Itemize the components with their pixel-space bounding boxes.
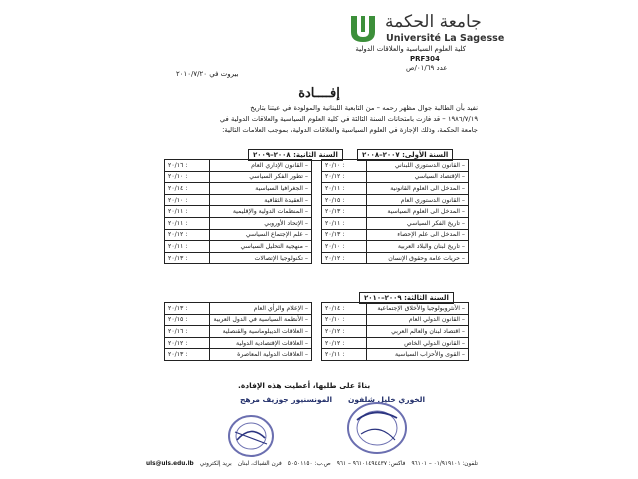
course-name: – القانون الدولي العام	[367, 314, 469, 326]
grade-row	[165, 337, 312, 349]
grade-row	[165, 314, 312, 326]
course-name: – العلاقات الديبلوماسية والقنصلية	[210, 326, 312, 338]
document-title: إفــــادة	[298, 86, 340, 101]
course-grade: ٢٠/١٤ :	[322, 303, 367, 315]
year2-header: السنة الثانية: ٢٠٠٨–٢٠٠٩	[248, 149, 343, 161]
course-name: – المدخل الى علم الإحصاء	[367, 229, 469, 241]
course-grade: ٢٠/١٠ :	[165, 171, 210, 183]
grade-row	[165, 229, 312, 241]
course-name: – القانون الدولي الخاص	[367, 337, 469, 349]
grade-row	[165, 183, 312, 195]
grade-row	[165, 194, 312, 206]
course-grade: ٢٠/١٢ :	[322, 252, 367, 264]
certificate-body	[160, 103, 478, 136]
grade-row	[322, 303, 469, 315]
course-grade: ٢٠/١٣ :	[165, 252, 210, 264]
grade-row	[165, 206, 312, 218]
grade-row	[165, 160, 312, 172]
course-grade: ٢٠/١١ :	[322, 217, 367, 229]
university-name-arabic: جامعة الحكمة	[385, 12, 482, 32]
course-name: – الإتحاد الأوروبي	[210, 217, 312, 229]
grade-row	[322, 194, 469, 206]
university-logo-icon	[347, 14, 379, 44]
course-grade: ٢٠/١٤ :	[165, 183, 210, 195]
footer-email-label: بريد إلكتروني	[199, 461, 232, 467]
course-name: – المدخل الى العلوم السياسية	[367, 206, 469, 218]
course-grade: ٢٠/١٠ :	[165, 194, 210, 206]
course-grade: ٢٠/١١ :	[165, 217, 210, 229]
closing-statement: بناءً على طلبها، أعطيت هذه الإفادة.	[238, 381, 371, 390]
course-name: – القوى والأحزاب السياسية	[367, 349, 469, 361]
course-grade: ٢٠/١٢ :	[165, 337, 210, 349]
university-name-french: Université La Sagesse	[386, 33, 505, 44]
course-grade: ٢٠/١١ :	[165, 206, 210, 218]
course-name: – تطور الفكر السياسي	[210, 171, 312, 183]
course-grade: ٢٠/١٢ :	[322, 337, 367, 349]
course-grade: ٢٠/١١ :	[322, 183, 367, 195]
course-name: – علم الإجتماع السياسي	[210, 229, 312, 241]
footer-contact	[146, 461, 478, 467]
footer-phone: تلفون: ٠١/٩١٩١٠١ – ٩٦١٠١	[411, 461, 478, 467]
official-stamp-icon	[227, 414, 275, 458]
footer-email: uls@uls.edu.lb	[146, 461, 194, 467]
course-name: – القانون الإداري العام	[210, 160, 312, 172]
course-name: – العقيدة الثقافية	[210, 194, 312, 206]
course-grade: ٢٠/١٣ :	[165, 303, 210, 315]
course-grade: ٢٠/١١ :	[322, 349, 367, 361]
course-grade: ٢٠/١٦ :	[165, 326, 210, 338]
faculty-name: كلية العلوم السياسية والعلاقات الدولية	[355, 45, 466, 53]
year1-header: السنة الأولى: ٢٠٠٧–٢٠٠٨	[357, 149, 453, 161]
grade-row	[322, 326, 469, 338]
footer-po-box: ص.ب: ٥٠٥٠١١٥٠	[287, 461, 331, 467]
course-grade: ٢٠/١٢ :	[322, 171, 367, 183]
year1-grades-table	[321, 159, 469, 264]
faculty-stamp-icon	[345, 400, 409, 456]
grade-row	[322, 171, 469, 183]
grade-row	[165, 303, 312, 315]
footer-address: فرن الشباك، لبنان	[237, 461, 282, 467]
grade-row	[322, 241, 469, 253]
course-name: – حريات عامة وحقوق الإنسان	[367, 252, 469, 264]
grade-row	[322, 217, 469, 229]
course-name: – القانون الدستوري العام	[367, 194, 469, 206]
course-grade: ٢٠/١٠ :	[322, 160, 367, 172]
course-grade: ٢٠/١١ :	[165, 241, 210, 253]
course-grade: ٢٠/١٢ :	[322, 326, 367, 338]
course-grade: ٢٠/١٣ :	[165, 349, 210, 361]
reference-number: عدد ٠١/٦٩/ص	[406, 64, 448, 72]
body-line: جامعة الحكمة، وذلك الإجازة في العلوم السياسية والعلاقات الدولية، بموجب العلامات التالية:	[222, 126, 478, 134]
grade-row	[165, 241, 312, 253]
year2-grades-table	[164, 159, 312, 264]
body-line: ١٩٨٦/٧/١٩ – قد فازت بامتحانات السنة الثالثة في كلية العلوم السياسية والعلاقات الدولية في	[219, 115, 478, 123]
year3-header: السنة الثالثة: ٢٠٠٩–٢٠١٠	[359, 292, 454, 304]
course-grade: ٢٠/١٠ :	[322, 314, 367, 326]
body-line: نفيد بأن الطالبة جوال مظهر رحمه – من التابعية اللبنانية والمولودة في عيتنا بتاريخ	[250, 104, 478, 112]
course-name: – العلاقات الدولية المعاصرة	[210, 349, 312, 361]
course-name: – الإقتصاد السياسي	[367, 171, 469, 183]
course-name: – تاريخ لبنان والبلاد العربية	[367, 241, 469, 253]
course-name: – العلاقات الإقتصادية الدولية	[210, 337, 312, 349]
course-grade: ٢٠/١٥ :	[165, 314, 210, 326]
footer-fax: فاكس: ٩٦١٠١٤٩٤٤٣٧ – ٩٦١	[336, 461, 406, 467]
issue-date: بيروت في ٢٠١٠/٧/٢٠	[176, 70, 239, 78]
grade-row	[322, 206, 469, 218]
course-name: – الجغرافيا السياسية	[210, 183, 312, 195]
grade-row	[322, 337, 469, 349]
course-name: – الأنظمة السياسية في الدول العربية	[210, 314, 312, 326]
grade-row	[322, 183, 469, 195]
course-name: – الإعلام والرأي العام	[210, 303, 312, 315]
course-grade: ٢٠/١٣ :	[322, 206, 367, 218]
course-grade: ٢٠/١٦ :	[165, 160, 210, 172]
grade-row	[165, 252, 312, 264]
course-name: – اقتصاد لبنان والعالم العربي	[367, 326, 469, 338]
course-grade: ٢٠/١٠ :	[322, 241, 367, 253]
reference-code: PRF304	[410, 55, 440, 63]
grade-row	[165, 326, 312, 338]
dean-signature-name: الخوري خليل شلفون	[348, 395, 426, 404]
grade-row	[165, 171, 312, 183]
course-name: – منهجية التحليل السياسي	[210, 241, 312, 253]
grade-row	[322, 252, 469, 264]
grade-row	[322, 314, 469, 326]
course-grade: ٢٠/١٥ :	[322, 194, 367, 206]
grade-row	[322, 229, 469, 241]
course-name: – القانون الدستوري اللبناني	[367, 160, 469, 172]
year3-grades-table-left	[164, 302, 312, 361]
course-grade: ٢٠/١٢ :	[165, 229, 210, 241]
grade-row	[322, 160, 469, 172]
grade-row	[165, 217, 312, 229]
president-signature-name: المونسنيور جوزيف مرهج	[240, 395, 333, 404]
course-name: – المدخل الى العلوم القانونية	[367, 183, 469, 195]
course-name: – المنظمات الدولية والإقليمية	[210, 206, 312, 218]
course-grade: ٢٠/١٣ :	[322, 229, 367, 241]
course-name: – الأنثروبولوجيا والأخلاق الإجتماعية	[367, 303, 469, 315]
grade-row	[322, 349, 469, 361]
year3-grades-table-right	[321, 302, 469, 361]
course-name: – تاريخ الفكر السياسي	[367, 217, 469, 229]
course-name: – تكنولوجيا الإتصالات	[210, 252, 312, 264]
grade-row	[165, 349, 312, 361]
